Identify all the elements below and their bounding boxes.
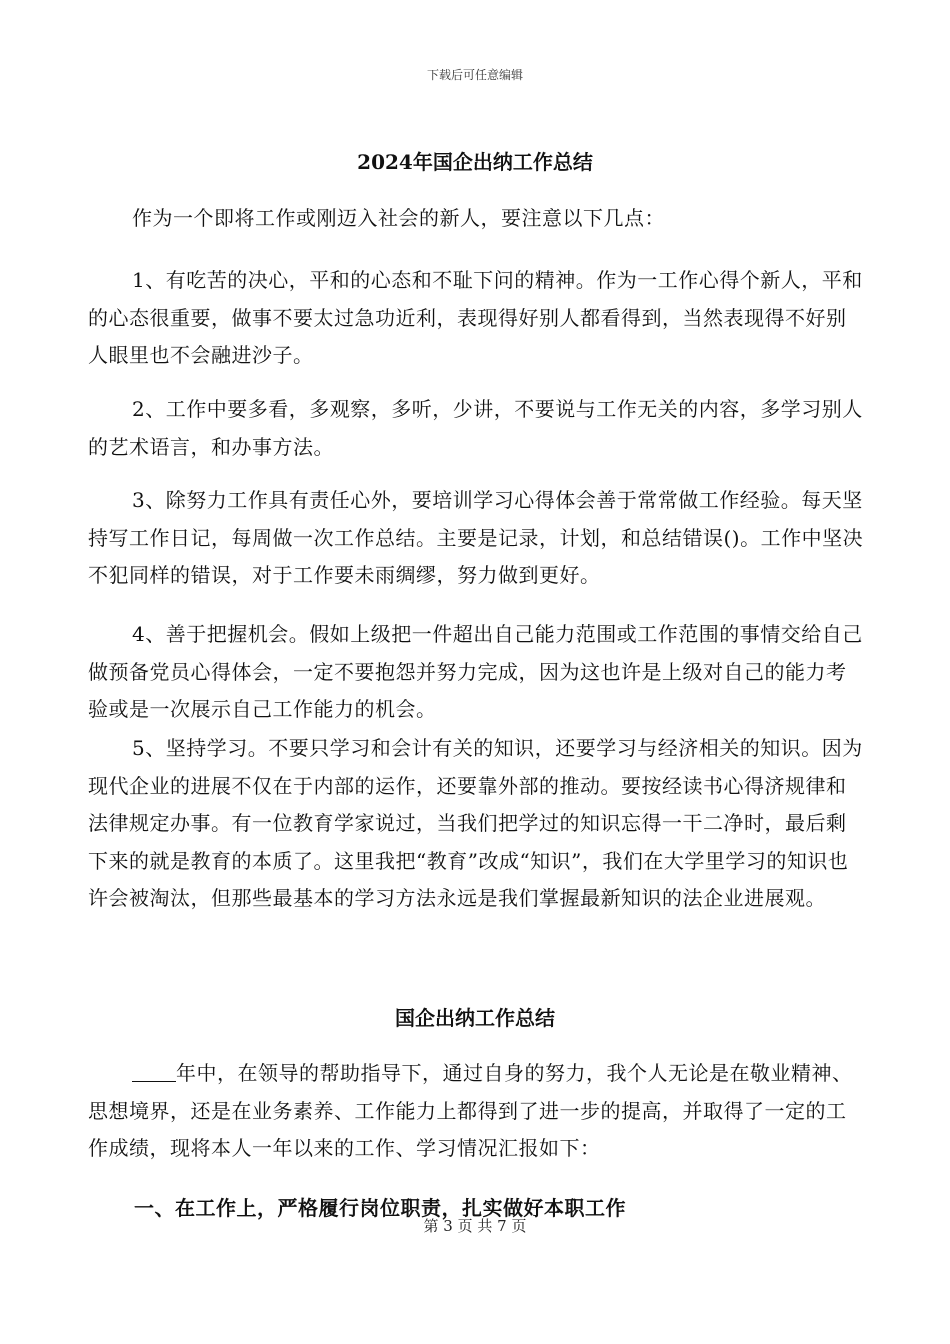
list-item: [88, 616, 864, 729]
list-item-text: 3、除努力工作具有责任心外，要培训学习心得体会善于常常做工作经验。每天坚持写工作日记，每周做一次工作总结。主要是记录，计划，和总结错误()。工作中坚决不犯同样的错误，对于工作要未雨绸缪，努力做到更好。: [88, 488, 864, 587]
list-item: [88, 262, 864, 375]
summary-paragraph: [88, 1055, 864, 1168]
fill-in-blank: [132, 1063, 176, 1082]
list-item-text: 4、善于把握机会。假如上级把一件超出自己能力范围或工作范围的事情交给自己做预备党员心得体会，一定不要抱怨并努力完成，因为这也许是上级对自己的能力考验或是一次展示自己工作能力的机会。: [88, 622, 863, 721]
list-item: [88, 482, 864, 595]
list-item: [88, 391, 864, 466]
list-item-text: 1、有吃苦的决心，平和的心态和不耻下问的精神。作为一工作心得个新人，平和的心态很重要，做事不要太过急功近利，表现得好别人都看得到，当然表现得不好别人眼里也不会融进沙子。: [88, 268, 863, 367]
section-title: 国企出纳工作总结: [395, 1006, 555, 1030]
page-footer: 第 3 页 共 7 页: [423, 1217, 527, 1235]
document-title: 2024年国企出纳工作总结: [357, 150, 593, 174]
page-header: 下载后可任意编辑: [426, 68, 523, 82]
list-item: [88, 730, 864, 918]
section-heading: 一、在工作上，严格履行岗位职责，扎实做好本职工作: [134, 1196, 626, 1220]
list-item-text: 5、坚持学习。不要只学习和会计有关的知识，还要学习与经济相关的知识。因为现代企业的进展不仅在于内部的运作，还要靠外部的推动。要按经读书心得济规律和法律规定办事。有一位教育学家说过，当我们把学过的知识忘得一干二净时，最后剩下来的就是教育的本质了。这里我把“教育”改成“知识”，我们在大学里学习的知识也许会被淘汰，但那些最基本的学习方法永远是我们掌握最新知识的法企业进展观。: [88, 736, 863, 910]
list-item-text: 2、工作中要多看，多观察，多听，少讲，不要说与工作无关的内容，多学习别人的艺术语言，和办事方法。: [88, 397, 863, 459]
intro-paragraph: [88, 200, 864, 238]
summary-text: 年中，在领导的帮助指导下，通过自身的努力，我个人无论是在敬业精神、思想境界，还是在业务素养、工作能力上都得到了进一步的提高，并取得了一定的工作成绩，现将本人一年以来的工作、学习情况汇报如下：: [88, 1061, 853, 1160]
intro-text: 作为一个即将工作或刚迈入社会的新人，要注意以下几点：: [132, 206, 665, 230]
